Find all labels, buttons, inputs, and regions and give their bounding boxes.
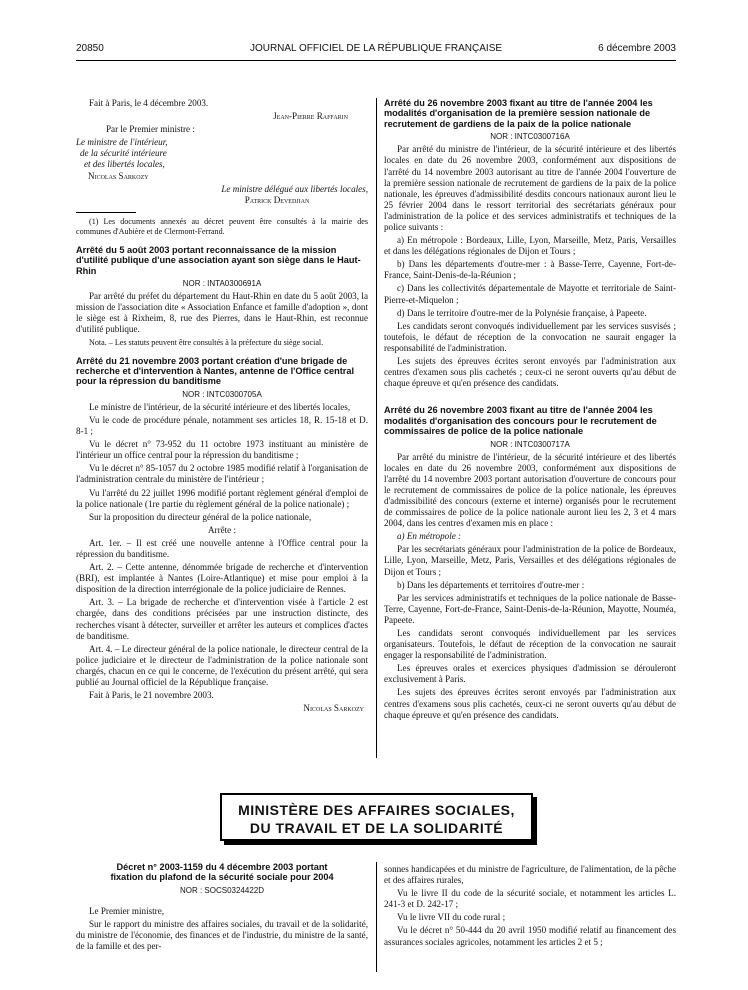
arrete-21nov-title: Arrêté du 21 novembre 2003 portant création d'une brigade de recherche et d'intervention à Nantes, antenne de l'Office central pour la répression du banditisme [76,355,355,387]
arrete-21nov-nor: NOR : INTC0300705A [182,389,262,399]
arrete-gardiens-p2: Les candidats seront convoqués individuellement par les services susvisés ; toutefois, le défaut de réception de la convocation ne saurait engager la responsabilité de l'administration. [384,320,676,353]
arrete-aout-body: Par arrêté du préfet du département du Haut-Rhin en date du 5 août 2003, la mission de l'association dite « Association Enfance et famille d'adoption », dont le siège est à Rixheim, 8, rue des Pierres, dans le Haut-Rhin, est reconnue d'utilité publique. [76,291,368,335]
arrete-commissaires-b-text: Par les services administratifs et techniques de la police nationale de Basse-Terre, Cayenne, Fort-de-France, Saint-Denis-de-la-Réunion, Mayotte, Nouméa, Papeete. [384,592,676,625]
arrete-gardiens-a: a) En métropole : Bordeaux, Lille, Lyon, Marseille, Metz, Paris, Versailles et dans les délégations régionales de Dijon et Tours ; [384,235,676,257]
right-column [384,98,676,723]
decret-title-1: Décret n° 2003-1159 du 4 décembre 2003 portant [116,862,328,872]
decret-p4: Vu le livre II du code de la sécurité sociale, et notamment les articles L. 241-3 et D. 242-17 ; [384,888,676,910]
arrete-aout-title: Arrêté du 5 août 2003 portant reconnaissance de la mission d'utilité publique d'une association ayant son siège dans le Haut-Rhin [76,244,361,276]
signatory: Jean-Pierre Raffarin [273,111,348,122]
page-header [76,43,676,57]
arrete-21nov-vu-1: Vu le code de procédure pénale, notamment ses articles 18, R. 15-18 et D. 8-1 ; [76,414,368,437]
arrete-commissaires-b: b) Dans les départements et territoires d'outre-mer : [397,579,585,590]
arrete-commissaires-p1: Par arrêté du ministre de l'intérieur, de la sécurité intérieure et des libertés locales en date du 26 novembre 2003, conformément aux dispositions de l'arrêté du 14 novembre 2003 portant autorisation d'ouverture de concours pour le recrutement de commissaires de police de la police nationale, les épreuves d'admissibilité des concours (externe et interne) organisés pour le recrutement de commissaires de police de la police nationale auront lieu les 2, 3 et 4 mars 2004, dans les centres d'examen mis en place : [384,451,676,529]
arrete-21nov-vu-3: Vu le décret n° 85-1057 du 2 octobre 1985 modifié relatif à l'organisation de l'administration centrale du ministère de l'intérieur ; [76,463,368,485]
decret-left [76,862,368,954]
page-number: 20850 [76,43,104,54]
arrete-21nov-art2: Art. 2. – Cette antenne, dénommée brigade de recherche et d'intervention (BRI), est implantée à Nantes (Loire-Atlantique) et mise pour emploi à la disposition de la direction interrégionale de la police judiciaire de Rennes. [76,562,368,595]
header-rule [76,60,676,61]
arrete-aout-nota: Nota. – Les statuts peuvent être consultés à la préfecture du siège social. [89,337,324,347]
arrete-21nov-fait: Fait à Paris, le 21 novembre 2003. [89,690,214,701]
minister-name: Nicolas Sarkozy [88,170,149,181]
ministry-banner [220,793,533,841]
arrete-21nov-sur: Sur la proposition du directeur général de la police nationale, [89,511,312,522]
arrete-commissaires-a: a) En métropole : [397,531,462,542]
arrete-21nov-art1: Art. 1er. – Il est créé une nouvelle antenne à l'Office central pour la répression du banditisme. [76,537,368,559]
decret-right [384,864,676,950]
arrete-21nov-vu-4: Vu l'arrêté du 22 juillet 1996 modifié portant règlement général d'emploi de la police nationale (1re partie du règlement général de la police nationale) ; [76,487,368,509]
arrete-commissaires-title: Arrêté du 26 novembre 2003 fixant au titre de l'année 2004 les modalités d'organisation des concours pour le recrutement de commissaires de police de la police nationale [384,405,657,437]
delegate-title: Le ministre délégué aux libertés locales, [221,183,368,194]
par-premier: Par le Premier ministre : [106,124,195,135]
decret-nor: NOR : SOCS0324422D [179,885,265,895]
arrete-21nov-signatory: Nicolas Sarkozy [303,703,364,714]
delegate-name: Patrick Devedjian [244,194,310,205]
decret-p3: sonnes handicapées et du ministre de l'agriculture, de l'alimentation, de la pêche et des affaires rurales, [384,864,676,886]
arrete-aout-nor: NOR : INTA0300691A [182,279,262,289]
minister-title-2: de la sécurité intérieure [80,148,167,159]
arrete-gardiens-c: c) Dans les collectivités départementale de Mayotte et territoriale de Saint-Pierre-et-Miquelon ; [384,283,676,305]
decret-p6: Vu le décret n° 50-444 du 20 avril 1950 modifié relatif au financement des assurances sociales agricoles, notamment les articles 2 et 5 ; [384,925,676,947]
journal-title: JOURNAL OFFICIEL DE LA RÉPUBLIQUE FRANÇAISE [249,43,503,54]
arrete-gardiens-d: d) Dans le territoire d'outre-mer de la Polynésie française, à Papeete. [397,307,647,318]
arrete-gardiens-b: b) Dans les départements d'outre-mer : à Basse-Terre, Cayenne, Fort-de-France, Saint-Denis-de-la-Réunion ; [384,259,676,281]
minister-title-3: et des libertés locales, [84,159,165,170]
arrete-commissaires-nor: NOR : INTC0300717A [490,439,570,449]
issue-date: 6 décembre 2003 [598,43,676,54]
ministry-line-1: MINISTÈRE DES AFFAIRES SOCIALES, [238,802,515,818]
ministry-line-2: DU TRAVAIL ET DE LA SOLIDARITÉ [249,820,504,836]
arrete-21nov-art4: Art. 4. – Le directeur général de la police nationale, le directeur central de la police judiciaire et le directeur de l'administration de la police nationale sont chargés, chacun en ce qui le concerne, de l'exécution du présent arrêté, qui sera publié au Journal officiel de la République française. [76,643,368,687]
arrete-gardiens-title: Arrêté du 26 novembre 2003 fixant au titre de l'année 2004 les modalités d'organisation de la première session nationale de recrutement de gardiens de la paix de la police nationale [384,98,653,129]
arrete-commissaires-a-text: Par les secrétariats généraux pour l'administration de la police de Bordeaux, Lille, Lyon, Marseille, Metz, Paris, Versailles et des délégations régionales de Dijon et Tours ; [384,544,676,577]
decret-p1: Le Premier ministre, [89,905,165,916]
decret-title-2: fixation du plafond de la sécurité sociale pour 2004 [110,872,334,883]
arrete-gardiens-p3: Les sujets des épreuves écrites seront envoyés par l'administration aux centres d'examen sous plis cachetés ; ceux-ci ne seront ouverts qu'au début de chaque épreuve et qu'en présence des candidats. [384,356,676,389]
footnote-rule [76,212,136,213]
left-column [76,98,368,716]
arrete-21nov-intro: Le ministre de l'intérieur, de la sécurité intérieure et des libertés locales, [89,401,351,412]
footnote: (1) Les documents annexés au décret peuvent être consultés à la mairie des communes d'Aubière et de Clermont-Ferrand. [76,216,368,236]
arrete-21nov-vu-2: Vu le décret n° 73-952 du 11 octobre 1973 instituant au ministère de l'intérieur un office central pour la répression du banditisme ; [76,439,368,461]
arrete-commissaires-p3: Les épreuves orales et exercices physiques d'admission se dérouleront exclusivement à Paris. [384,663,676,685]
column-separator-bottom [376,862,377,972]
decret-p5: Vu le livre VII du code rural ; [397,912,506,923]
decret-p2: Sur le rapport du ministre des affaires sociales, du travail et de la solidarité, du ministre de l'économie, des finances et de l'industrie, du ministre de la santé, de la famille et des per- [76,919,368,952]
minister-title-1: Le ministre de l'intérieur, [76,137,168,148]
arrete-21nov-art3: Art. 3. – La brigade de recherche et d'intervention visée à l'article 2 est chargée, dans des conditions précisées par une instruction distincte, des recherches visant à détecter, surveiller et arrêter les auteurs et complices d'actes de banditisme. [76,597,368,641]
arrete-commissaires-p4: Les sujets des épreuves écrites seront envoyés par l'administration aux centres d'examens sous plis cachetés, ceux-ci ne seront ouverts qu'au début de chaque épreuve et qu'en présence des candidats. [384,687,676,720]
arrete-gardiens-nor: NOR : INTC0300716A [490,132,570,142]
fait-line: Fait à Paris, le 4 décembre 2003. [89,98,209,108]
arrete-21nov-arrete: Arrête : [207,524,237,535]
column-separator-top [376,98,377,758]
arrete-gardiens-p1: Par arrêté du ministre de l'intérieur, de la sécurité intérieure et des libertés locales en date du 26 novembre 2003, conformément aux dispositions de l'arrêté du 14 novembre 2003 autorisant au titre de l'année 2004 l'ouverture de la première session nationale de recrutement de gardiens de la paix de la police nationale, les épreuves d'admissibilité desdits concours nationaux auront lieu le 25 février 2004 dans le ressort territorial des secrétariats généraux pour l'administration de la police et des services administratifs et techniques de la police suivants : [384,144,676,232]
arrete-commissaires-p2: Les candidats seront convoqués individuellement par les services organisateurs. Toutefois, le défaut de réception de la convocation ne saurait engager la responsabilité de l'administration. [384,628,676,661]
